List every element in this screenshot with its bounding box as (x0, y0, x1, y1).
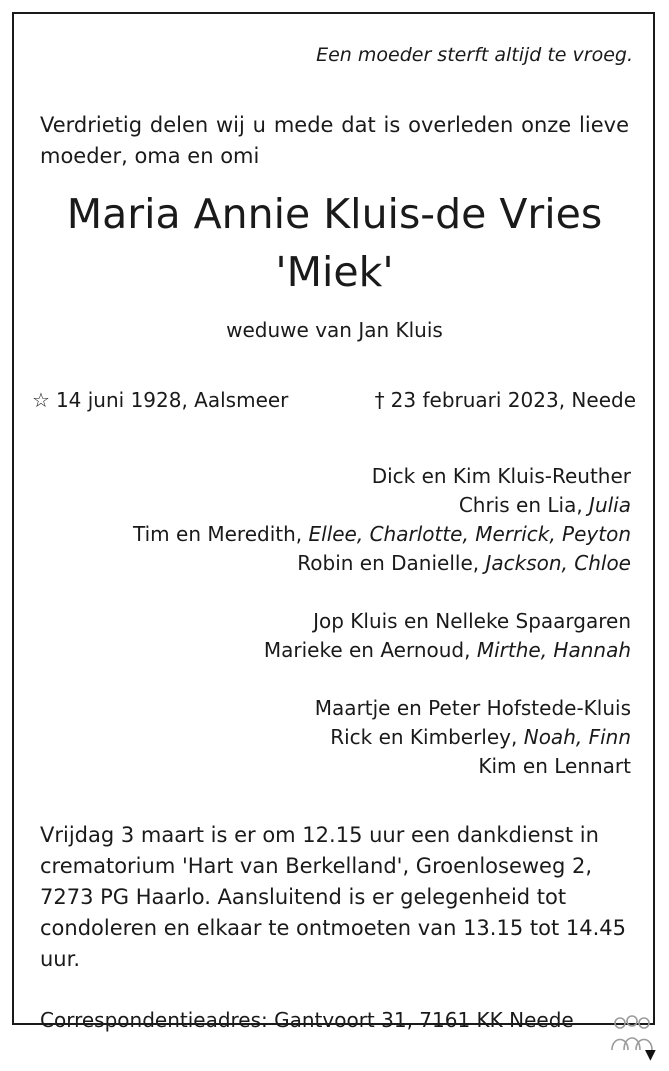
family-row: Rick en Kimberley, Noah, Finn (330, 725, 631, 749)
spacer (133, 665, 631, 694)
death-date (375, 388, 636, 412)
family-row: Dick en Kim Kluis-Reuther (371, 464, 631, 488)
star-icon: ☆ (32, 388, 50, 412)
family-row: Kim en Lennart (478, 754, 631, 778)
family-row: Robin en Danielle, Jackson, Chloe (297, 551, 631, 575)
family-row: Chris en Lia, Julia (458, 493, 631, 517)
family-row: Jop Kluis en Nelleke Spaargaren (313, 609, 631, 633)
deceased-nickname: 'Miek' (275, 248, 394, 296)
arrow-down-icon[interactable]: ▼ (645, 1047, 656, 1063)
cross-icon: † (374, 388, 385, 412)
service-info: Vrijdag 3 maart is er om 12.15 uur een dankdienst in crematorium 'Hart van Berkelland', Groenloseweg 2, 7273 PG Haarlo. Aansluitend is er gelegenheid tot condoleren en elkaar te ontmoeten van 13.15 tot 14.45 uur. (40, 823, 626, 971)
family-row: Tim en Meredith, Ellee, Charlotte, Merrick, Peyton (133, 522, 631, 546)
family-row: Marieke en Aernoud, Mirthe, Hannah (263, 638, 631, 662)
birth-text: 14 juni 1928, Aalsmeer (55, 388, 289, 412)
intro-text: Verdrietig delen wij u mede dat is overleden onze lieve moeder, oma en omi (40, 113, 629, 168)
birth-date (32, 388, 288, 412)
correspondence-address: Correspondentieadres: Gantvoort 31, 7161 KK Neede (40, 1008, 574, 1032)
family-list (133, 462, 631, 781)
deceased-name: Maria Annie Kluis-de Vries (66, 190, 603, 238)
family-row: Maartje en Peter Hofstede-Kluis (314, 696, 631, 720)
spacer (133, 578, 631, 607)
widow-of: weduwe van Jan Kluis (226, 318, 443, 342)
motto: Een moeder sterft altijd te vroeg. (316, 44, 633, 66)
death-text: 23 februari 2023, Neede (390, 388, 636, 412)
